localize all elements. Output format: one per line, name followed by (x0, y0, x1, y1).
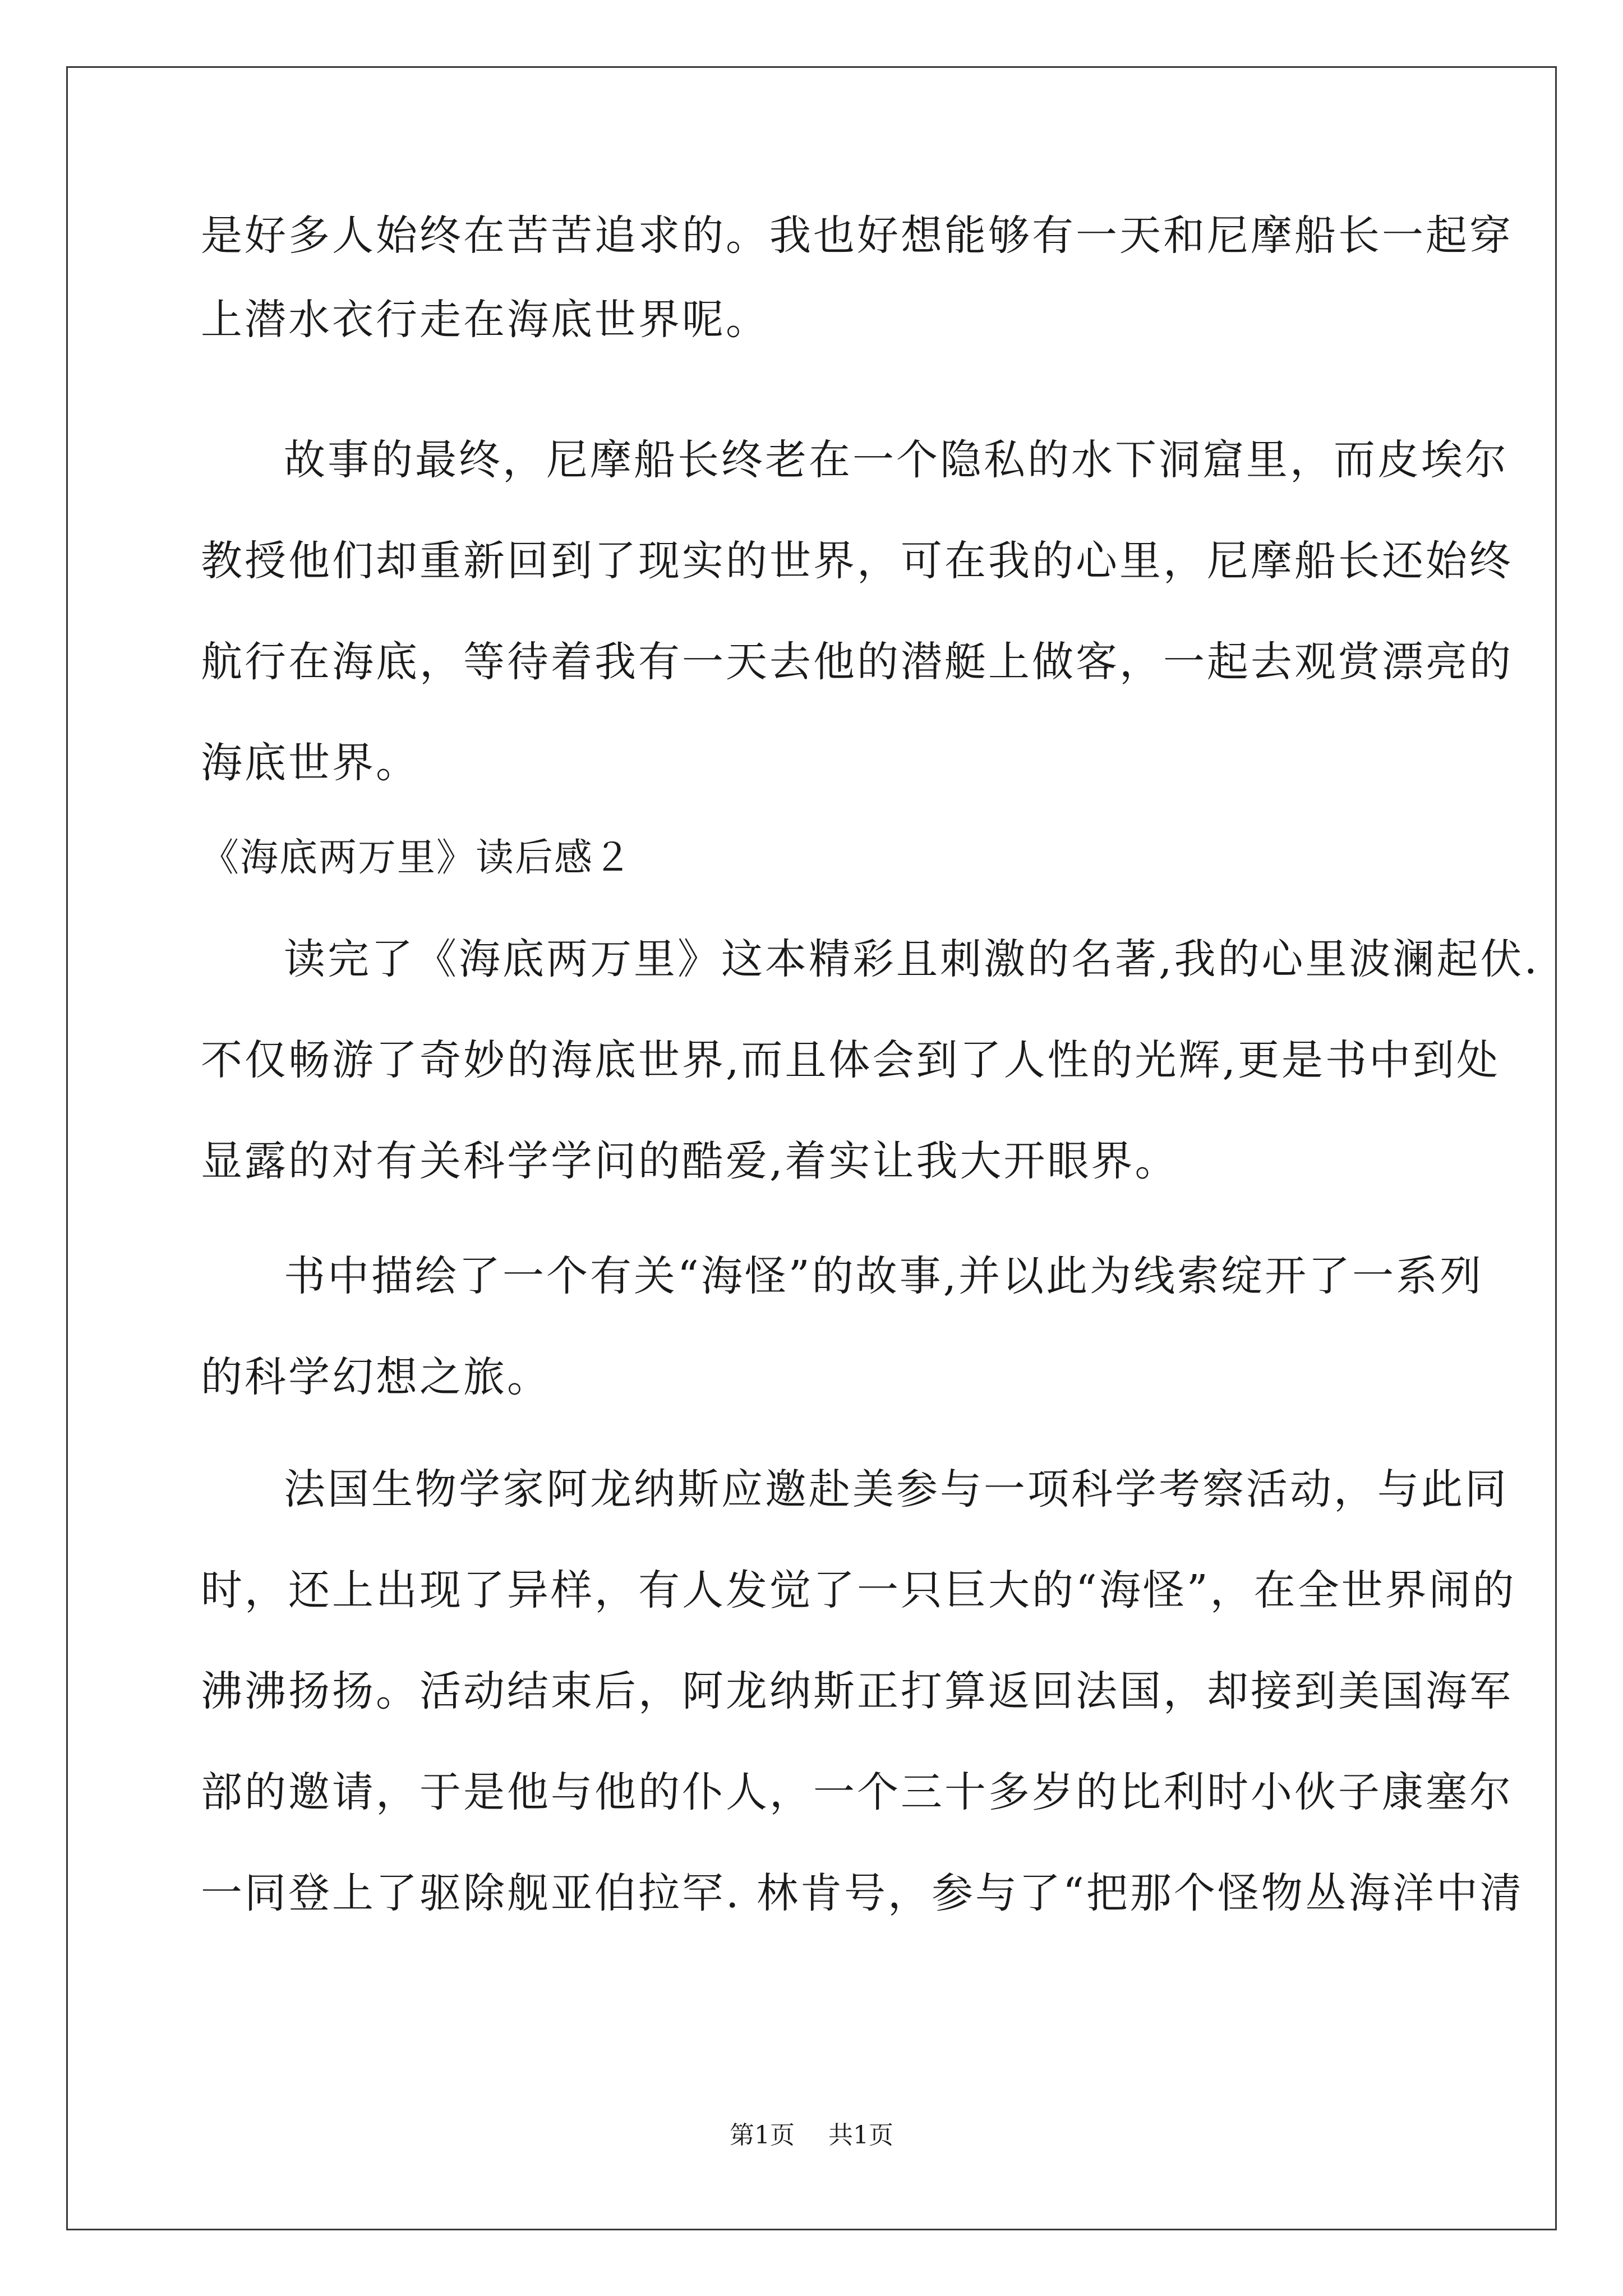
text-line: 上潜水衣行走在海底世界呢。 (201, 296, 769, 344)
paragraph-start: 故事的最终，尼摩船长终老在一个隐私的水下洞窟里，而皮埃尔 (284, 436, 1509, 484)
text-line: 航行在海底，等待着我有一天去他的潜艇上做客，一起去观赏漂亮的 (201, 638, 1513, 686)
page-number: 第1页 (730, 2121, 795, 2150)
text-line: 海底世界。 (201, 739, 419, 787)
text-line: 是好多人始终在苦苦追求的。我也好想能够有一天和尼摩船长一起穿 (201, 211, 1513, 260)
paragraph-start: 读完了《海底两万里》这本精彩且刺激的名著,我的心里波澜起伏. (284, 935, 1540, 983)
text-line: 一同登上了驱除舰亚伯拉罕. 林肯号，参与了“把那个怪物丛海洋中清 (201, 1869, 1524, 1917)
text-line: 不仅畅游了奇妙的海底世界,而且体会到了人性的光辉,更是书中到处 (201, 1036, 1501, 1084)
text-line: 部的邀请，于是他与他的仆人，一个三十多岁的比利时小伙子康塞尔 (201, 1768, 1513, 1816)
section-heading: 《海底两万里》读后感２ (201, 836, 633, 880)
text-line: 的科学幻想之旅。 (201, 1353, 551, 1401)
text-line: 沸沸扬扬。活动结束后，阿龙纳斯正打算返回法国，却接到美国海军 (201, 1667, 1513, 1715)
paragraph-start: 法国生物学家阿龙纳斯应邀赴美参与一项科学考察活动，与此同 (284, 1465, 1509, 1513)
paragraph-start: 书中描绘了一个有关“海怪”的故事,并以此为线索绽开了一系列 (284, 1252, 1484, 1300)
text-line: 教授他们却重新回到了现实的世界，可在我的心里，尼摩船长还始终 (201, 537, 1513, 585)
text-line: 时，还上出现了异样，有人发觉了一只巨大的“海怪”，在全世界闹的 (201, 1566, 1516, 1614)
page-total: 共1页 (828, 2121, 893, 2150)
page-footer (0, 2115, 1623, 2151)
text-line: 显露的对有关科学学问的酷爱,着实让我大开眼界。 (201, 1137, 1179, 1185)
